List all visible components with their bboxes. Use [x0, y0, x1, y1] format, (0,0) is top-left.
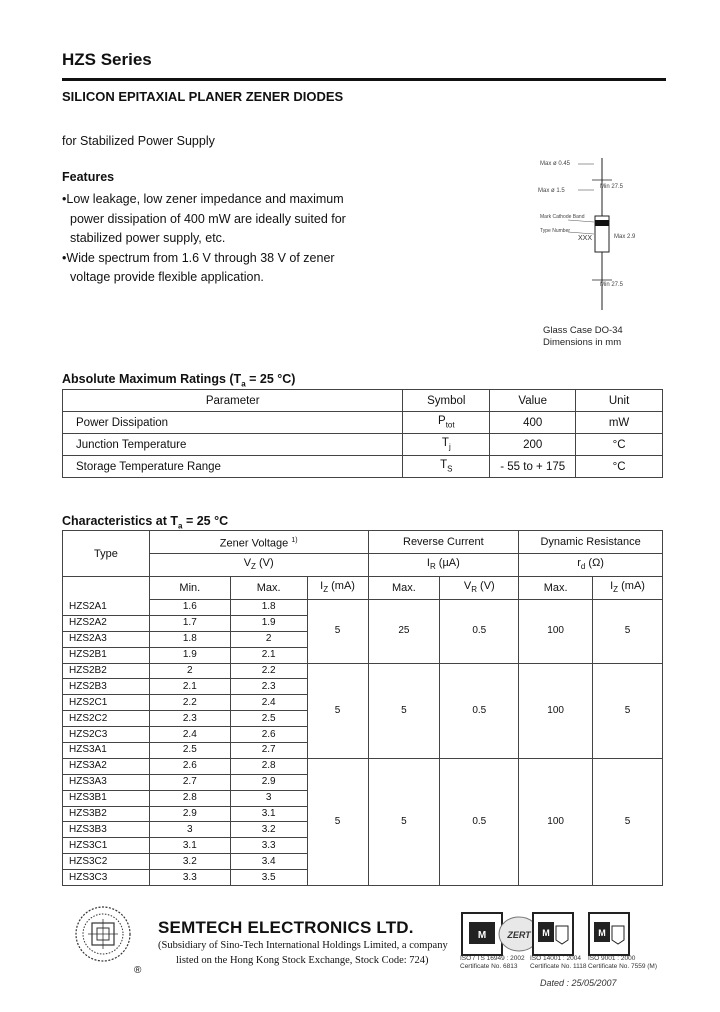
- col-header: Value: [490, 390, 576, 412]
- char-header-row-2: [63, 554, 663, 577]
- svg-text:M: M: [542, 928, 550, 938]
- vz-max-cell: 1.8: [230, 600, 307, 616]
- feature-item: • Wide spectrum from 1.6 V through 38 V of zener voltage provide flexible application.: [62, 249, 372, 288]
- company-subsidiary: [158, 938, 448, 968]
- iz-header: $I_Z$ (mA): [307, 577, 368, 600]
- vz-min-cell: 1.8: [149, 631, 230, 647]
- table-row: [63, 600, 663, 616]
- parameter-cell: Junction Temperature: [63, 434, 403, 456]
- label-type: Type Number: [540, 228, 571, 234]
- svg-text:ZERT: ZERT: [507, 930, 531, 940]
- type-cell: HZS2A3: [63, 631, 150, 647]
- cert-caption-2: ISO 14001 : 2004 Certificate No. 1118: [530, 955, 587, 970]
- characteristics-heading: Characteristics at $T_a = 25$ °C: [62, 514, 229, 531]
- package-caption: [543, 325, 623, 349]
- table-row: [63, 758, 663, 774]
- col-header: Symbol: [403, 390, 490, 412]
- registered-mark: ®: [134, 965, 142, 976]
- svg-text:M: M: [598, 928, 606, 938]
- symbol-cell: $T_S$: [403, 456, 490, 478]
- unit-cell: °C: [576, 456, 663, 478]
- vz-max-cell: 1.9: [230, 615, 307, 631]
- dynamic-resistance-header: Dynamic Resistance: [519, 531, 663, 554]
- rd-max-cell: 100: [519, 663, 593, 758]
- feature-item: • Low leakage, low zener impedance and maximum power dissipation of 400 mW are ideally suited for stabilized power supply, etc.: [62, 190, 372, 249]
- vz-max-cell: 2.7: [230, 743, 307, 759]
- label-body-dia: Max ø 1.5: [538, 188, 565, 194]
- vz-min-cell: 2.5: [149, 743, 230, 759]
- page-title: HZS Series: [62, 50, 152, 69]
- vz-max-cell: 3.3: [230, 838, 307, 854]
- vz-min-cell: 1.9: [149, 647, 230, 663]
- vr-header: $V_R$ (V): [440, 577, 519, 600]
- vz-max-cell: 3: [230, 790, 307, 806]
- type-cell: HZS3B2: [63, 806, 150, 822]
- label-lead-len-top: Min 27.5: [600, 184, 624, 190]
- company-logo: [74, 905, 132, 963]
- table-row: [63, 663, 663, 679]
- unit-cell: °C: [576, 434, 663, 456]
- iz-cell: 5: [307, 758, 368, 885]
- vz-min-cell: 2.9: [149, 806, 230, 822]
- vz-min-cell: 3.3: [149, 870, 230, 886]
- company-name: SEMTECH ELECTRONICS LTD.: [158, 918, 414, 937]
- type-cell: HZS2A1: [63, 600, 150, 616]
- type-header: Type: [63, 531, 150, 577]
- vz-max-cell: 2.8: [230, 758, 307, 774]
- features-list: [62, 190, 372, 288]
- type-cell: HZS2B3: [63, 679, 150, 695]
- min-header: Min.: [149, 577, 230, 600]
- vz-max-cell: 2.5: [230, 711, 307, 727]
- ir-header: $I_R$ (µA): [368, 554, 519, 577]
- iz2-cell: 5: [593, 663, 663, 758]
- characteristics-table: [62, 530, 663, 886]
- value-cell: 200: [490, 434, 576, 456]
- vz-max-cell: 2.4: [230, 695, 307, 711]
- ratings-header-row: [63, 390, 663, 412]
- zener-voltage-header: Zener Voltage $^{1)}$: [149, 531, 368, 554]
- package-caption-line2: Dimensions in mm: [543, 337, 622, 348]
- iz2-header: $I_Z$ (mA): [593, 577, 663, 600]
- vz-min-cell: 2.6: [149, 758, 230, 774]
- ir-max-header: Max.: [368, 577, 440, 600]
- type-cell: HZS3C3: [63, 870, 150, 886]
- type-cell: HZS2C3: [63, 727, 150, 743]
- cert-badge-2: [532, 912, 574, 956]
- type-cell: HZS3B1: [63, 790, 150, 806]
- parameter-cell: Power Dissipation: [63, 412, 403, 434]
- label-lead-len-bottom: Min 27.5: [600, 282, 624, 288]
- type-cell: HZS2B2: [63, 663, 150, 679]
- table-row: [63, 412, 663, 434]
- cert-badge-3: [588, 912, 630, 956]
- label-cathode: Mark Cathode Band: [540, 214, 585, 220]
- vz-max-cell: 3.4: [230, 854, 307, 870]
- unit-cell: mW: [576, 412, 663, 434]
- col-header: Unit: [576, 390, 663, 412]
- iz2-cell: 5: [593, 758, 663, 885]
- vz-max-cell: 2.9: [230, 774, 307, 790]
- rd-max-cell: 100: [519, 600, 593, 664]
- vz-min-cell: 3.1: [149, 838, 230, 854]
- ratings-heading: Absolute Maximum Ratings ($T_a = 25$ °C): [62, 372, 296, 389]
- vr-cell: 0.5: [440, 600, 519, 664]
- type-cell: HZS3A2: [63, 758, 150, 774]
- vz-max-cell: 3.2: [230, 822, 307, 838]
- char-header-row-3: [63, 577, 663, 600]
- svg-text:M: M: [477, 930, 487, 941]
- reverse-current-header: Reverse Current: [368, 531, 519, 554]
- max-header: Max.: [230, 577, 307, 600]
- vr-cell: 0.5: [440, 758, 519, 885]
- type-cell: HZS2C2: [63, 711, 150, 727]
- package-caption-line1: Glass Case DO-34: [543, 325, 623, 336]
- vz-min-cell: 1.7: [149, 615, 230, 631]
- col-header: Parameter: [63, 390, 403, 412]
- vz-min-cell: 2.3: [149, 711, 230, 727]
- dated-text: Dated : 25/05/2007: [540, 978, 617, 988]
- rd-header: $r_d$ (Ω): [519, 554, 663, 577]
- value-cell: 400: [490, 412, 576, 434]
- iz-cell: 5: [307, 663, 368, 758]
- vz-min-cell: 2.2: [149, 695, 230, 711]
- package-drawing: [520, 150, 660, 325]
- vz-max-cell: 3.1: [230, 806, 307, 822]
- ratings-table: [62, 389, 663, 478]
- cathode-band: [595, 220, 609, 226]
- type-cell: HZS2B1: [63, 647, 150, 663]
- type-cell: HZS3C2: [63, 854, 150, 870]
- vz-max-cell: 2.1: [230, 647, 307, 663]
- page-subtitle: SILICON EPITAXIAL PLANER ZENER DIODES: [62, 89, 344, 104]
- application-text: for Stabilized Power Supply: [62, 134, 215, 148]
- vz-max-cell: 2: [230, 631, 307, 647]
- symbol-cell: $T_j$: [403, 434, 490, 456]
- ir-max-cell: 25: [368, 600, 440, 664]
- cert-caption-3: ISO 9001 : 2000 Certificate No. 7559 (M): [588, 955, 657, 970]
- char-header-row-1: [63, 531, 663, 554]
- rd-max-header: Max.: [519, 577, 593, 600]
- title-rule: [62, 78, 666, 81]
- iz2-cell: 5: [593, 600, 663, 664]
- type-cell: HZS2A2: [63, 615, 150, 631]
- parameter-cell: Storage Temperature Range: [63, 456, 403, 478]
- vz-min-cell: 3: [149, 822, 230, 838]
- vz-max-cell: 2.2: [230, 663, 307, 679]
- vz-min-cell: 2.7: [149, 774, 230, 790]
- vr-cell: 0.5: [440, 663, 519, 758]
- type-cell: HZS2C1: [63, 695, 150, 711]
- label-lead-dia: Max ø 0.45: [540, 161, 571, 167]
- vz-max-cell: 2.6: [230, 727, 307, 743]
- label-xxx: XXX: [578, 235, 593, 242]
- vz-min-cell: 2: [149, 663, 230, 679]
- vz-max-cell: 2.3: [230, 679, 307, 695]
- value-cell: - 55 to + 175: [490, 456, 576, 478]
- vz-min-cell: 2.8: [149, 790, 230, 806]
- vz-min-cell: 2.1: [149, 679, 230, 695]
- table-row: [63, 434, 663, 456]
- table-row: [63, 456, 663, 478]
- iz-cell: 5: [307, 600, 368, 664]
- type-cell: HZS3C1: [63, 838, 150, 854]
- vz-max-cell: 3.5: [230, 870, 307, 886]
- vz-min-cell: 3.2: [149, 854, 230, 870]
- subsidiary-line2: listed on the Hong Kong Stock Exchange, Stock Code: 724): [176, 955, 429, 966]
- vz-header: $V_Z$ (V): [149, 554, 368, 577]
- vz-min-cell: 2.4: [149, 727, 230, 743]
- vz-min-cell: 1.6: [149, 600, 230, 616]
- type-cell: HZS3A3: [63, 774, 150, 790]
- ir-max-cell: 5: [368, 758, 440, 885]
- symbol-cell: $P_{tot}$: [403, 412, 490, 434]
- rd-max-cell: 100: [519, 758, 593, 885]
- cert-caption-1: ISO / TS 16949 : 2002 Certificate No. 6813: [460, 955, 525, 970]
- ir-max-cell: 5: [368, 663, 440, 758]
- subsidiary-line1: (Subsidiary of Sino-Tech International Holdings Limited, a company: [158, 940, 448, 951]
- type-cell: HZS3A1: [63, 743, 150, 759]
- type-cell: HZS3B3: [63, 822, 150, 838]
- label-body-len: Max 2.9: [614, 234, 636, 240]
- features-heading: Features: [62, 170, 115, 184]
